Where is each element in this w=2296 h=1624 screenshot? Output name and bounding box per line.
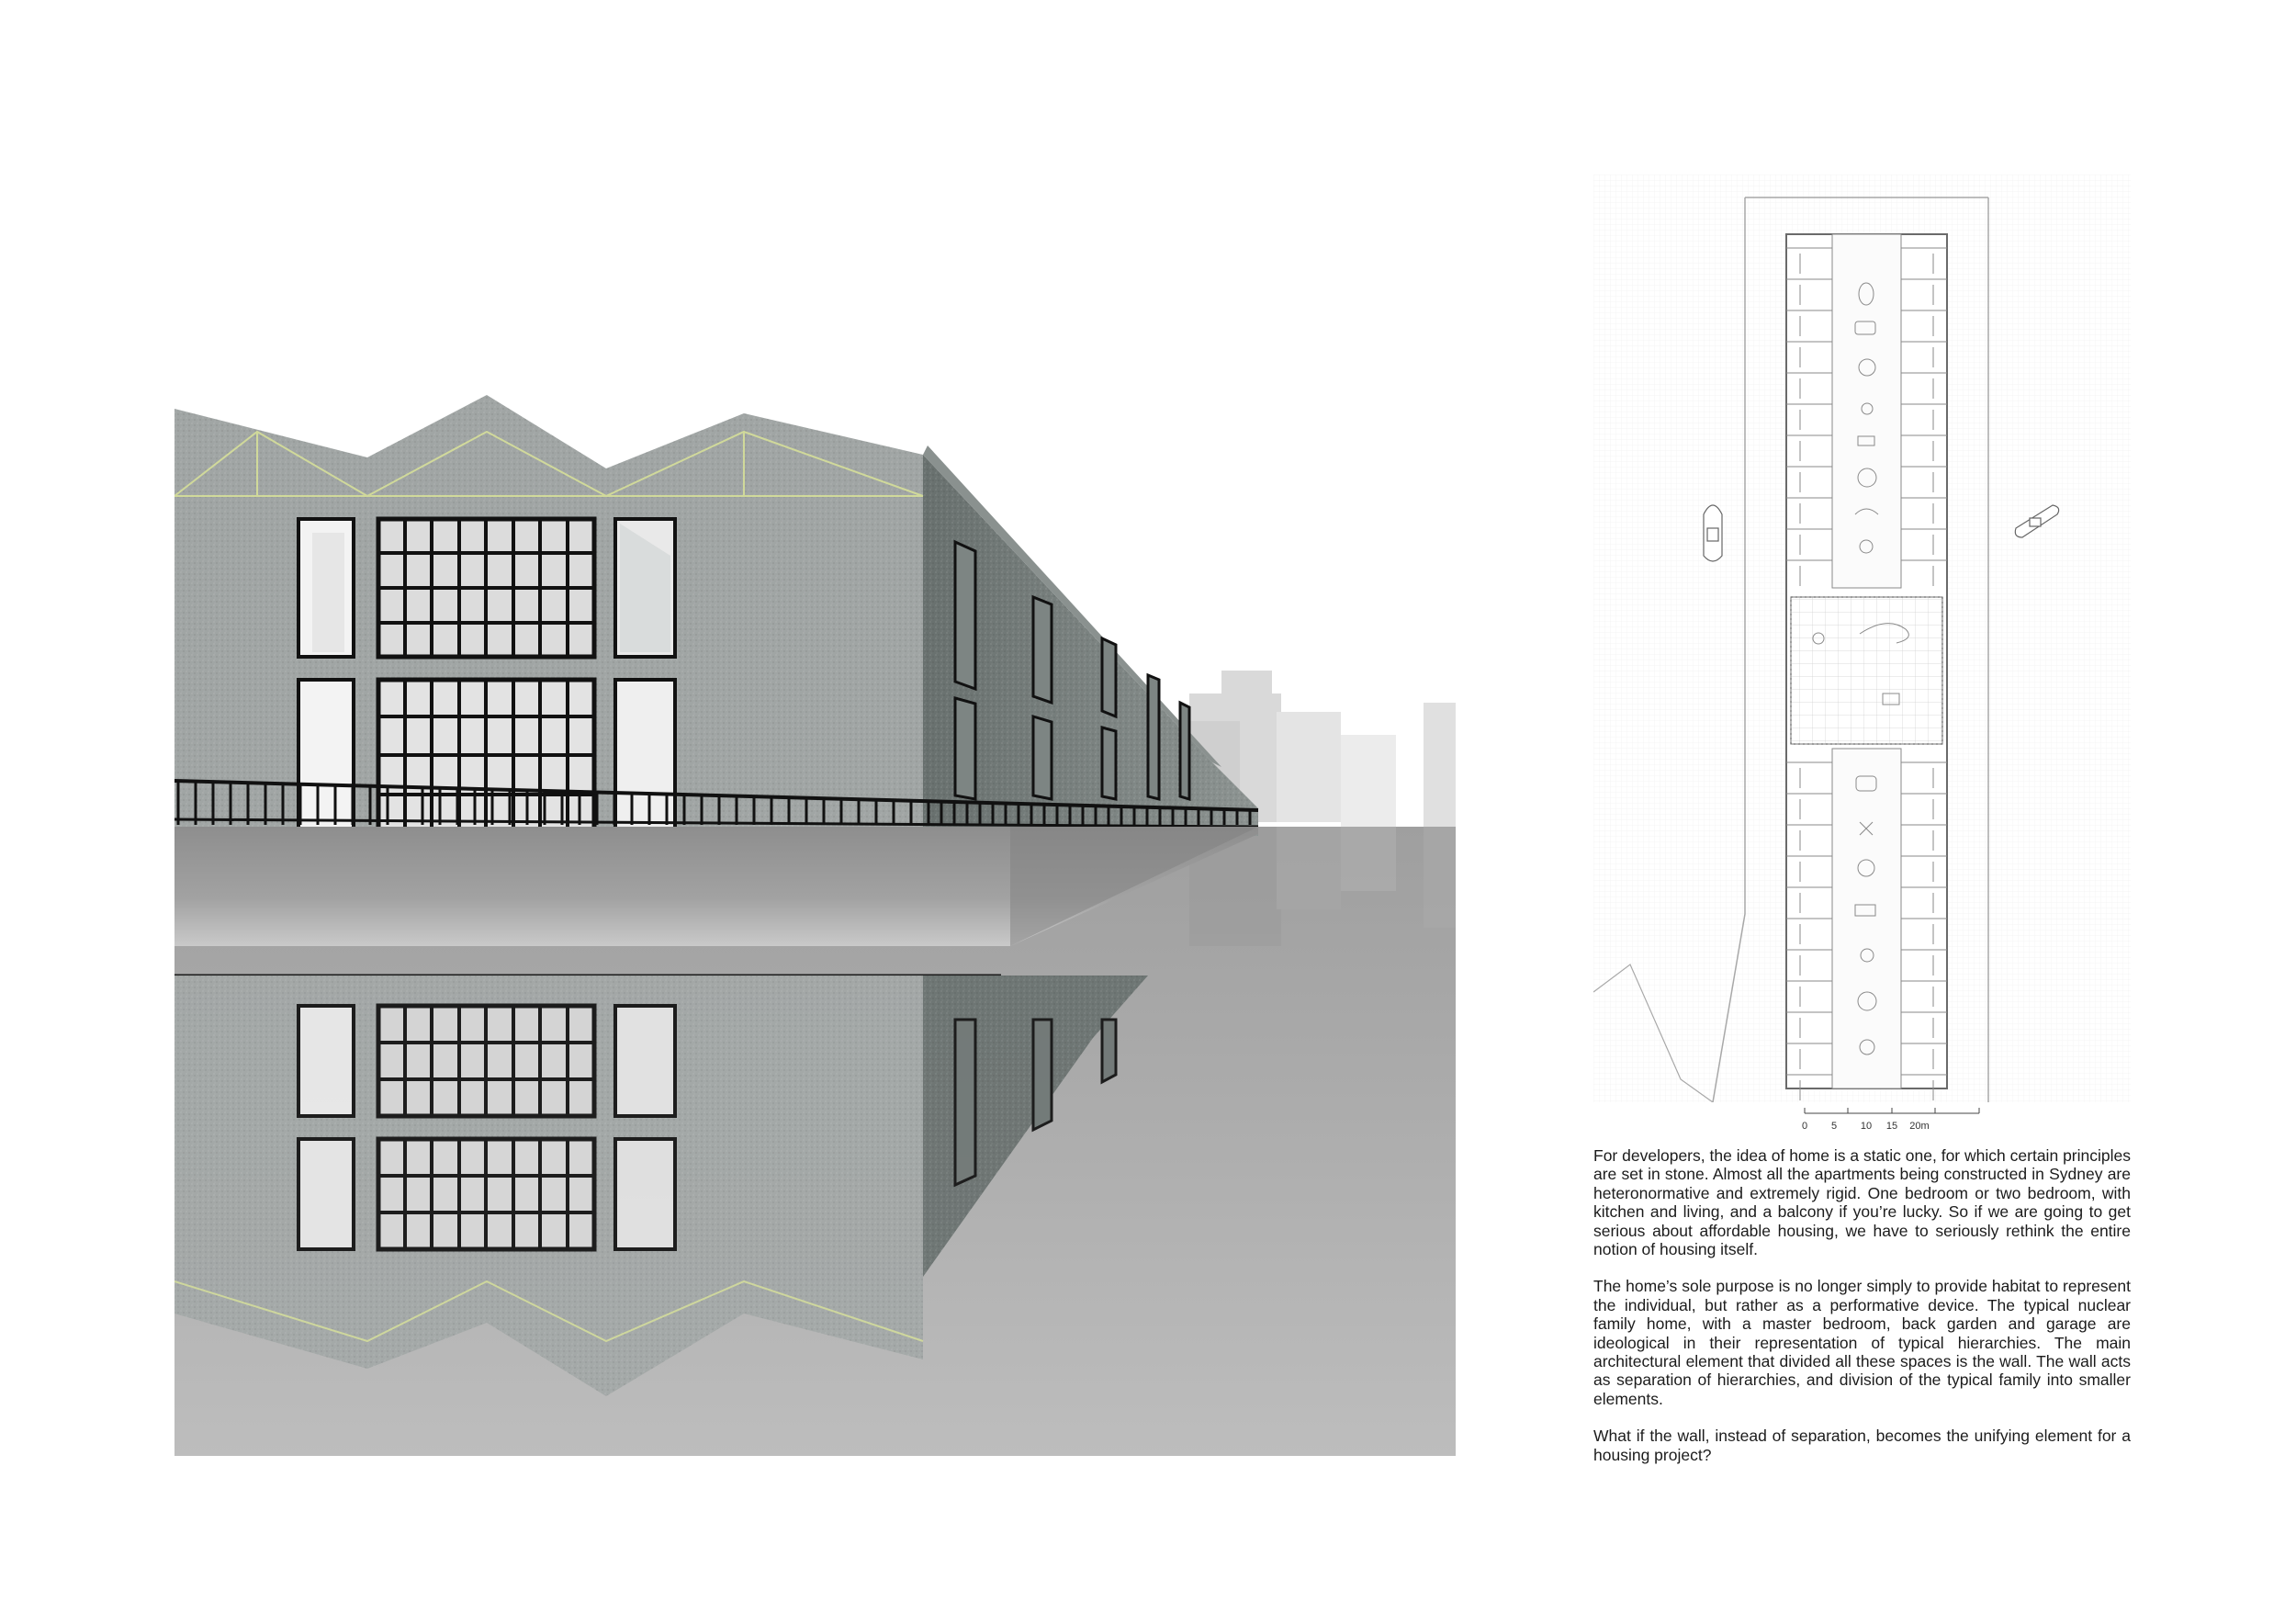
central-corridor-south — [1832, 749, 1901, 1088]
scale-tick-20m: 20m — [1909, 1121, 1930, 1132]
window-right-upper — [615, 519, 675, 657]
site-floor-plan — [1593, 175, 2131, 1102]
paragraph-2: The home’s sole purpose is no longer simply to provide habitat to represent the individual, but rather as a performative device. The typical nuclear family home, with a master bedroom, back garden and garage are ideological in their representation of typical hierarchies. The main architectural element that divided all these spaces is the wall. The wall acts as separation of hierarchies, and division of the typical family into smaller elements. — [1593, 1277, 2131, 1408]
scale-tick-15: 15 — [1885, 1121, 1898, 1132]
description-text — [1593, 1146, 2131, 1483]
boat-left — [1704, 505, 1722, 561]
paragraph-1: For developers, the idea of home is a static one, for which certain principles are set in stone. Almost all the apartments being constructed in Sydney are heteronormative and extremely rigid. One bedroom or two bedroom, with kitchen and living, and a balcony if you’re lucky. So if we are going to get serious about affordable housing, we have to seriously rethink the entire notion of housing itself. — [1593, 1146, 2131, 1259]
window-left-upper — [298, 519, 354, 657]
paragraph-3: What if the wall, instead of separation, becomes the unifying element for a housing project? — [1593, 1427, 2131, 1464]
central-courtyard — [1791, 597, 1942, 744]
scale-tick-10: 10 — [1860, 1121, 1873, 1132]
central-corridor-north — [1832, 234, 1901, 588]
scale-bar-line — [1782, 1102, 2002, 1119]
scale-bar — [1782, 1102, 2002, 1148]
scale-tick-5: 5 — [1830, 1121, 1838, 1132]
building-elevation-render — [174, 395, 1456, 1456]
grid-window-upper — [378, 519, 594, 657]
window-left-lower — [298, 680, 354, 836]
scale-tick-0: 0 — [1801, 1121, 1808, 1132]
